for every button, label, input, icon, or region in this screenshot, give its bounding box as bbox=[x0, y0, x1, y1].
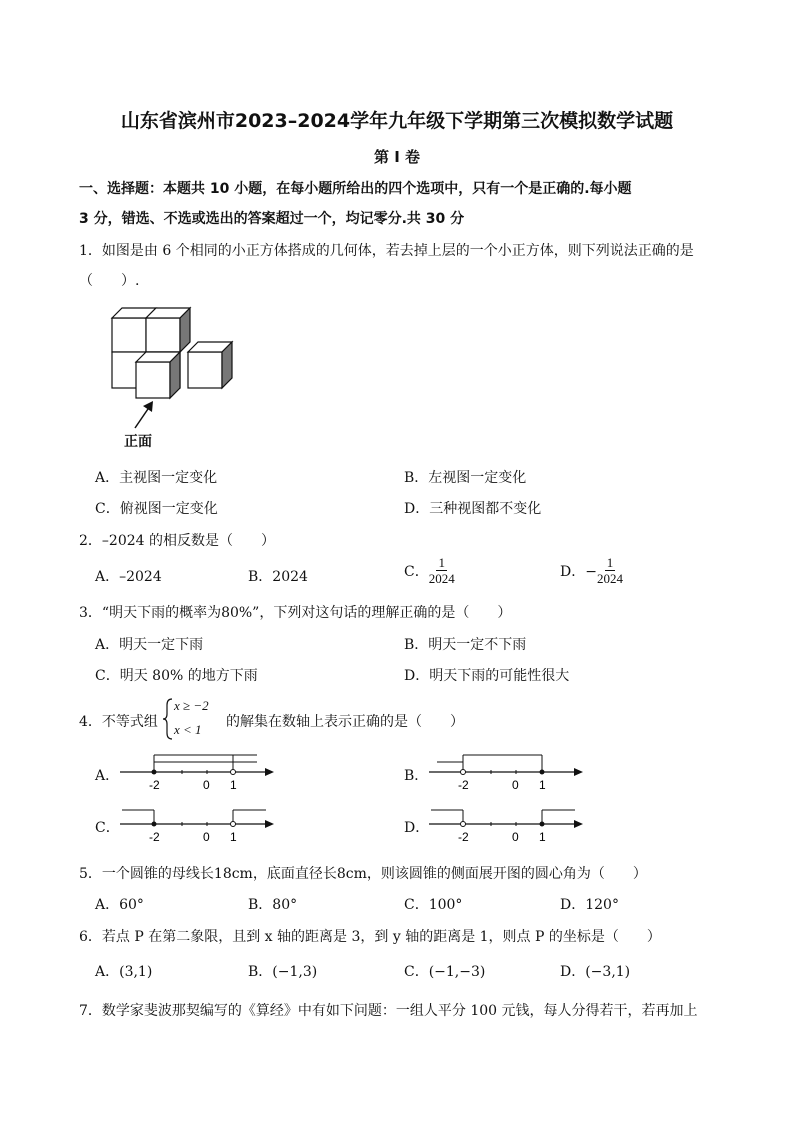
q2-option-d-numerator: 1 bbox=[606, 555, 614, 570]
section-instructions-line1: 一、选择题：本题共 10 小题，在每小题所给出的四个选项中，只有一个是正确的.每小题 bbox=[79, 181, 632, 197]
q2-option-d-fraction bbox=[597, 555, 623, 586]
q5-option-a[interactable]: A．60° bbox=[95, 897, 144, 913]
tick-label: 0 bbox=[512, 778, 519, 792]
q6-option-d[interactable]: D．(−3,1) bbox=[560, 964, 631, 980]
tick-label: 1 bbox=[539, 778, 546, 792]
tick-label: 1 bbox=[230, 778, 237, 792]
q1-stem: 1．如图是由 6 个相同的小正方体搭成的几何体，若去掉上层的一个小正方体，则下列说法正确的是 bbox=[79, 243, 694, 259]
section-instructions-line2: 3 分，错选、不选或选出的答案超过一个，均记零分.共 30 分 bbox=[79, 211, 465, 227]
q4-stem-suffix: 的解集在数轴上表示正确的是（ ） bbox=[226, 714, 464, 730]
q3-option-d[interactable]: D．明天下雨的可能性很大 bbox=[404, 668, 570, 684]
q3-stem: 3．“明天下雨的概率为80%”，下列对这句话的理解正确的是（ ） bbox=[79, 605, 512, 621]
q7-stem: 7．数学家斐波那契编写的《算经》中有如下问题：一组人平分 100 元钱，每人分得若干，若再加上 bbox=[79, 1003, 698, 1019]
q4-option-c[interactable]: C． bbox=[95, 820, 120, 836]
q4-number-line-d bbox=[427, 804, 587, 846]
q4-number-line-b bbox=[427, 752, 587, 794]
q4-number-line-c bbox=[118, 804, 278, 846]
q6-option-b[interactable]: B．(−1,3) bbox=[248, 964, 318, 980]
q4-stem-prefix: 4．不等式组 bbox=[79, 714, 158, 730]
tick-label: 0 bbox=[512, 830, 519, 844]
q6-stem: 6．若点 P 在第二象限，且到 x 轴的距离是 3，到 y 轴的距离是 1，则点 P 的坐标是（ ） bbox=[79, 929, 661, 945]
q2-option-d[interactable] bbox=[560, 555, 623, 586]
q4-inequality-1: x ≥ −2 bbox=[174, 698, 209, 713]
q4-option-d[interactable]: D． bbox=[404, 820, 430, 836]
q5-option-b[interactable]: B．80° bbox=[248, 897, 298, 913]
q5-stem: 5．一个圆锥的母线长18cm，底面直径长8cm，则该圆锥的侧面展开图的圆心角为（ ） bbox=[79, 866, 647, 882]
q3-option-c[interactable]: C．明天 80% 的地方下雨 bbox=[95, 668, 258, 684]
tick-label: 0 bbox=[203, 778, 210, 792]
q6-option-c[interactable]: C．(−1,−3) bbox=[404, 964, 486, 980]
q2-option-b[interactable]: B．2024 bbox=[248, 569, 308, 585]
q3-option-b[interactable]: B．明天一定不下雨 bbox=[404, 637, 527, 653]
tick-label: 0 bbox=[203, 830, 210, 844]
tick-label: -2 bbox=[458, 830, 469, 844]
q2-option-c-numerator: 1 bbox=[438, 555, 445, 570]
q4-brace-icon bbox=[162, 697, 174, 741]
q2-option-c-denominator: 2024 bbox=[428, 571, 455, 586]
tick-label: 1 bbox=[539, 830, 546, 844]
q4-option-a[interactable]: A． bbox=[95, 768, 120, 784]
q1-option-c[interactable]: C．俯视图一定变化 bbox=[95, 501, 218, 517]
q1-figure-label: 正面 bbox=[124, 434, 152, 450]
tick-label: -2 bbox=[149, 830, 160, 844]
page-title: 山东省滨州市2023–2024学年九年级下学期第三次模拟数学试题 bbox=[120, 110, 674, 132]
q2-stem: 2．–2024 的相反数是（ ） bbox=[79, 533, 275, 549]
q5-option-c[interactable]: C．100° bbox=[404, 897, 463, 913]
q1-stem-cont: （ ）. bbox=[79, 273, 140, 289]
q2-option-a[interactable]: A．–2024 bbox=[95, 569, 162, 585]
q1-option-b[interactable]: B．左视图一定变化 bbox=[404, 470, 527, 486]
q2-option-d-label: D．− bbox=[560, 563, 597, 580]
q1-option-d[interactable]: D．三种视图都不变化 bbox=[404, 501, 542, 517]
q2-option-c-fraction bbox=[429, 555, 455, 586]
q2-option-c-label: C． bbox=[404, 563, 429, 580]
q2-option-c[interactable] bbox=[404, 555, 455, 586]
volume-heading: 第 I 卷 bbox=[373, 148, 421, 166]
q4-inequality-2: x < 1 bbox=[174, 722, 202, 737]
q6-option-a[interactable]: A．(3,1) bbox=[95, 964, 153, 980]
q1-cube-figure bbox=[100, 300, 250, 460]
tick-label: -2 bbox=[458, 778, 469, 792]
q4-option-b[interactable]: B． bbox=[404, 768, 429, 784]
q5-option-d[interactable]: D．120° bbox=[560, 897, 619, 913]
q4-number-line-a bbox=[118, 752, 278, 794]
tick-label: -2 bbox=[149, 778, 160, 792]
q1-option-a[interactable]: A．主视图一定变化 bbox=[95, 470, 218, 486]
tick-label: 1 bbox=[230, 830, 237, 844]
q2-option-d-denominator: 2024 bbox=[596, 571, 623, 586]
q3-option-a[interactable]: A．明天一定下雨 bbox=[95, 637, 204, 653]
